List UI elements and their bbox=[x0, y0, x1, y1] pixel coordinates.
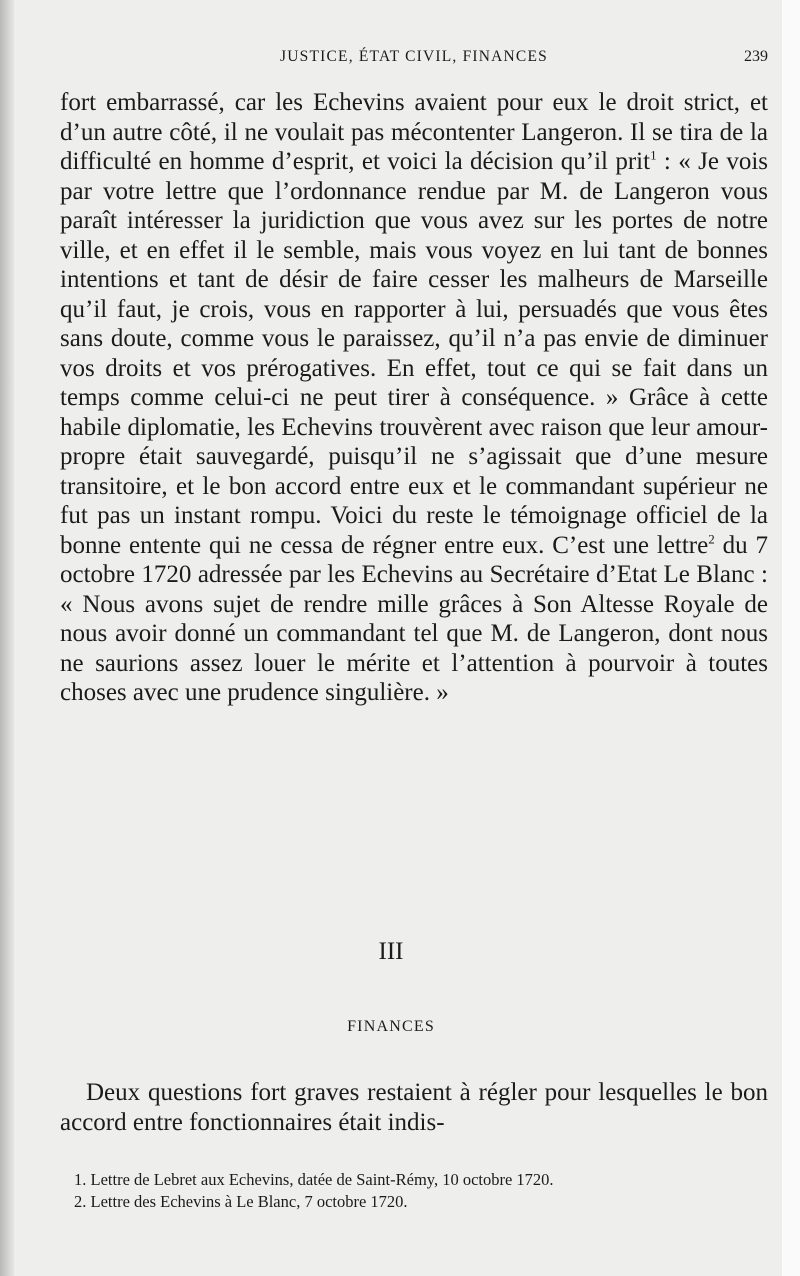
footnote-1: 1. Lettre de Lebret aux Echevins, datée de Saint-Rémy, 10 octobre 1720. bbox=[74, 1170, 554, 1189]
scan-margin bbox=[782, 0, 800, 1276]
footnotes bbox=[60, 1170, 768, 1214]
main-paragraph bbox=[60, 88, 768, 708]
paragraph-text-2: : « Je vois par votre lettre que l’ordonnance rendue par M. de Langeron vous paraît intéresser la juridiction que vous avez sur les portes de notre ville, et en effet il le semble, mais vous voyez en lui tant de bonnes intentions et tant de désir de faire cesser les malheurs de Marseille qu’il faut, je crois, vous en rapporter à lui, persuadés que vous êtes sans doute, comme vous le paraissez, qu’il n’a pas envie de diminuer vos droits et vos prérogatives. En effet, tout ce qui se fait dans un temps comme celui-ci ne peut tirer à conséquence. » Grâce à cette habile diplomatie, les Echevins trouvèrent avec raison que leur amour-propre était sauvegardé, puisqu’il ne s’agissait que d’une mesure transitoire, et le bon accord entre eux et le commandant supérieur ne fut pas un instant rompu. Voici du reste le témoignage officiel de la bonne entente qui ne cessa de régner entre eux. C’est une lettre bbox=[60, 148, 768, 559]
paragraph-text-1: fort embarrassé, car les Echevins avaient pour eux le droit strict, et d’un autre côté, il ne voulait pas mécontenter Langeron. Il se tira de la difficulté en homme d’esprit, et voici la décision qu’il prit bbox=[60, 89, 768, 175]
running-head bbox=[60, 46, 768, 70]
paragraph-text-3: du 7 octobre 1720 adressée par les Echevins au Secrétaire d’Etat Le Blanc : « Nous avons sujet de rendre mille grâces à Son Altesse Royale de nous avoir donné un commandant tel que M. de Langeron, dont nous ne saurions assez louer le mérite et l’attention à pourvoir à toutes choses avec une prudence singulière. » bbox=[60, 531, 768, 706]
section-title: FINANCES bbox=[347, 1018, 435, 1035]
footnote-2: 2. Lettre des Echevins à Le Blanc, 7 octobre 1720. bbox=[74, 1192, 408, 1211]
section-paragraph: Deux questions fort graves restaient à régler pour lesquelles le bon accord entre fonctionnaires était indis- bbox=[60, 1079, 768, 1136]
running-head-title: JUSTICE, ÉTAT CIVIL, FINANCES bbox=[280, 48, 548, 65]
section-number: III bbox=[378, 938, 404, 965]
footnote-ref-1: 1 bbox=[650, 147, 657, 163]
page-number: 239 bbox=[744, 48, 768, 65]
footnote-ref-2: 2 bbox=[708, 531, 715, 547]
